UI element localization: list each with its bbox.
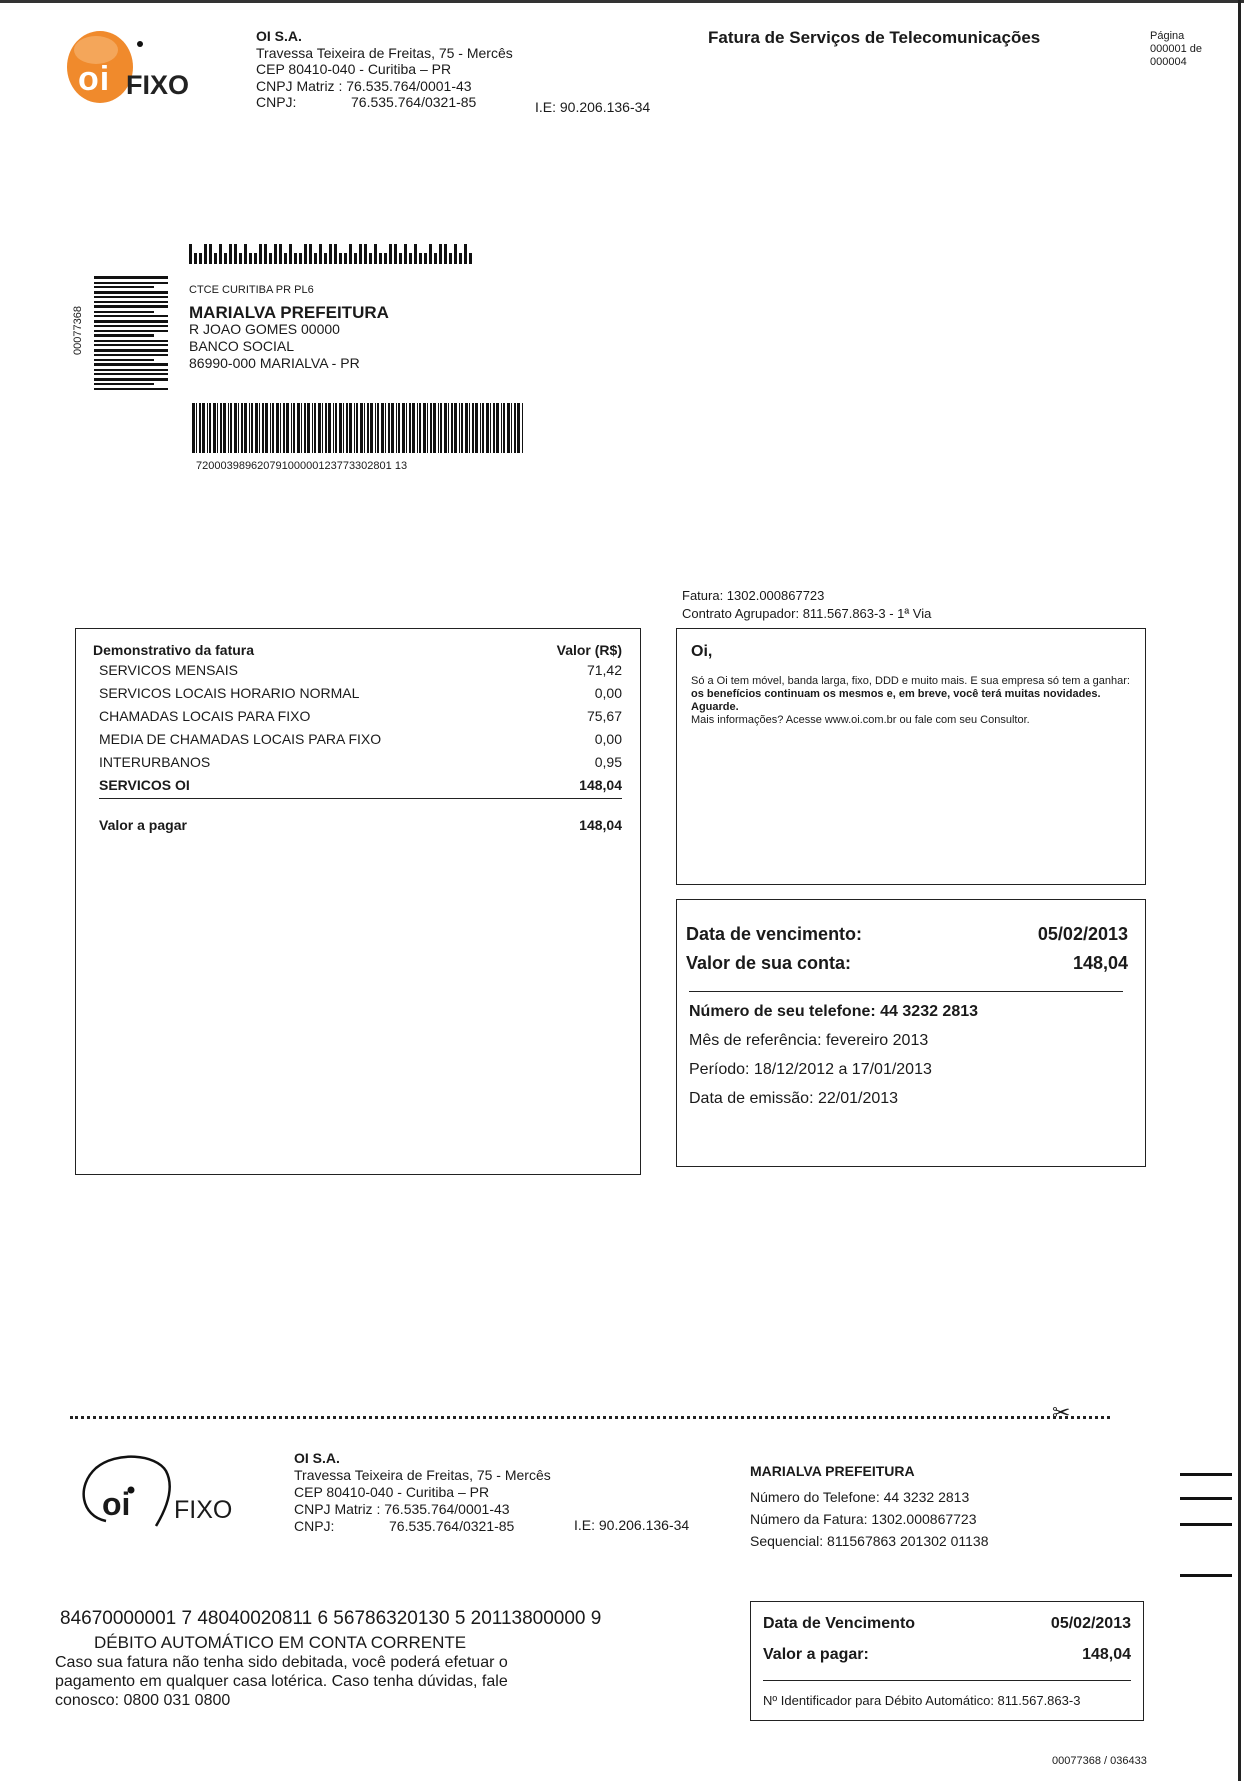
vertical-bar (94, 276, 168, 279)
coupon-cnpj-matriz: CNPJ Matriz : 76.535.764/0001-43 (294, 1501, 510, 1517)
postal-bar (339, 253, 342, 264)
barcode-bar (503, 403, 505, 453)
company-cnpj (256, 94, 513, 111)
item-value: 0,00 (594, 731, 622, 747)
postal-bar (359, 244, 362, 264)
vertical-bar (94, 369, 168, 371)
barcode-bar (192, 403, 195, 453)
postal-bar (224, 253, 227, 264)
demonstrativo-row (99, 682, 622, 705)
barcode-bar (209, 403, 211, 453)
barcode-bar (448, 403, 449, 453)
barcode-bar (438, 403, 439, 453)
coupon-customer-name: MARIALVA PREFEITURA (750, 1463, 915, 1479)
barcode-bar (377, 403, 379, 453)
postal-bar (419, 253, 422, 264)
coupon-ie: I.E: 90.206.136-34 (574, 1517, 690, 1533)
postal-bar (459, 253, 462, 264)
company-cnpj-matriz: CNPJ Matriz : 76.535.764/0001-43 (256, 77, 472, 94)
barcode-bar (444, 403, 447, 453)
postal-bar (414, 244, 417, 264)
item-label: INTERURBANOS (99, 754, 211, 770)
page-edge-right (1238, 0, 1241, 1781)
digitable-line: 84670000001 7 48040020811 6 56786320130 5 20113800000 9 (60, 1608, 602, 1629)
barcode-bar (385, 403, 386, 453)
coupon-company-address: Travessa Teixeira de Freitas, 75 - Mercês (294, 1467, 551, 1483)
due-box (676, 899, 1146, 1167)
postal-bar (289, 244, 292, 264)
barcode-bar (472, 403, 474, 453)
payment-box (750, 1601, 1144, 1721)
postal-bar (324, 253, 327, 264)
message-text (691, 675, 1131, 714)
barcode-bar (196, 403, 197, 453)
vertical-bar (94, 340, 168, 342)
item-label: SERVICOS LOCAIS HORARIO NORMAL (99, 685, 360, 701)
barcode-bar (430, 403, 432, 453)
page-value: 000001 de (1150, 43, 1202, 55)
barcode-bar (354, 403, 355, 453)
coupon-logo (76, 1446, 256, 1536)
barcode-bar (223, 403, 226, 453)
coupon-company-info (294, 1450, 690, 1535)
fatura-info (682, 587, 931, 623)
barcode-bar (461, 403, 463, 453)
vertical-id: 00077368 (72, 306, 84, 355)
postal-bar (189, 244, 192, 264)
demonstrativo-row (99, 728, 622, 751)
barcode-bar (396, 403, 397, 453)
billing-period: Período: 18/12/2012 a 17/01/2013 (689, 1061, 932, 1078)
coupon-due-value: 05/02/2013 (1050, 1615, 1131, 1632)
barcode-bar (241, 403, 243, 453)
postal-bar (374, 244, 377, 264)
page-total: 000004 (1150, 56, 1187, 68)
barcode-bar (283, 403, 285, 453)
reference-month: Mês de referência: fevereiro 2013 (689, 1032, 929, 1049)
coupon-pay-value: 148,04 (1082, 1646, 1131, 1663)
barcode-bar (409, 403, 411, 453)
postal-bar (384, 253, 387, 264)
coupon-company-name: OI S.A. (294, 1450, 340, 1466)
barcode-bar (251, 403, 253, 453)
company-ie: I.E: 90.206.136-34 (535, 99, 651, 115)
item-label: SERVICOS OI (99, 777, 190, 793)
item-value: 75,67 (586, 708, 622, 724)
postal-bar (364, 244, 367, 264)
barcode-bar (293, 403, 295, 453)
cnpj-label: CNPJ: (256, 94, 297, 110)
barcode-bar (433, 403, 436, 453)
vertical-bar (94, 286, 154, 288)
postal-bar (444, 244, 447, 264)
postal-bar (434, 253, 437, 264)
item-value: 148,04 (579, 777, 622, 793)
barcode-bar (213, 403, 216, 453)
barcode-bar (440, 403, 442, 453)
postal-bar (199, 253, 202, 264)
barcode-bar (343, 403, 344, 453)
barcode-bar (459, 403, 460, 453)
postal-bar (309, 244, 312, 264)
recipient-address (189, 282, 389, 372)
postal-bar (264, 244, 267, 264)
message-text-regular: Só a Oi tem móvel, banda larga, fixo, DDD e muito mais. E sua empresa só tem a ganhar: (691, 675, 1130, 687)
barcode-bar (381, 403, 384, 453)
postal-bar (449, 253, 452, 264)
barcode-bar (375, 403, 376, 453)
vertical-bar (94, 344, 168, 346)
barcode-bar (511, 403, 512, 453)
barcode-bar (490, 403, 491, 453)
barcode-bar (265, 403, 268, 453)
coupon-logo-fixo: FIXO (174, 1496, 233, 1524)
vertical-bar (94, 311, 154, 313)
message-box (676, 628, 1146, 885)
coupon-cnpj (294, 1518, 551, 1535)
recipient-city: 86990-000 MARIALVA - PR (189, 355, 360, 371)
barcode-bar (486, 403, 489, 453)
due-date-row (686, 920, 1128, 949)
bill-value-row (686, 949, 1128, 978)
postal-bar (314, 253, 317, 264)
total-value: 148,04 (579, 817, 622, 833)
barcode-bar (482, 403, 484, 453)
barcode-bar (291, 403, 292, 453)
postal-bar (269, 253, 272, 264)
vertical-bar (94, 325, 168, 327)
postal-bar (219, 244, 222, 264)
recipient-name: MARIALVA PREFEITURA (189, 303, 389, 322)
postal-bar (209, 244, 212, 264)
barcode-bar (312, 403, 313, 453)
barcode-bar (230, 403, 232, 453)
barcode-bar (391, 403, 394, 453)
barcode-bar (314, 403, 316, 453)
barcode-bar (220, 403, 222, 453)
barcode-bar (217, 403, 218, 453)
autodebit-title: DÉBITO AUTOMÁTICO EM CONTA CORRENTE (94, 1633, 467, 1652)
due-divider (689, 991, 1123, 992)
vertical-bar (94, 334, 154, 337)
coupon-fatura: Número da Fatura: 1302.000867723 (750, 1511, 977, 1527)
demonstrativo-title: Demonstrativo da fatura (93, 642, 255, 658)
postal-bar (194, 253, 197, 264)
item-label: MEDIA DE CHAMADAS LOCAIS PARA FIXO (99, 731, 382, 747)
postal-bar (404, 244, 407, 264)
postal-bar (379, 253, 382, 264)
postal-bar (254, 253, 257, 264)
vertical-bar (94, 301, 168, 303)
postal-bar (389, 244, 392, 264)
barcode-bar (333, 403, 334, 453)
scissors-icon: ✂ (1052, 1400, 1071, 1425)
demonstrativo-box (75, 628, 641, 1175)
barcode-bar (249, 403, 250, 453)
barcode-bar (207, 403, 208, 453)
total-label: Valor a pagar (99, 817, 187, 833)
barcode-bar (493, 403, 495, 453)
barcode-bar (262, 403, 264, 453)
barcode-bar (402, 403, 405, 453)
barcode-bar (272, 403, 274, 453)
barcode-bar (496, 403, 499, 453)
barcode-bar (507, 403, 510, 453)
coupon-cnpj-value: 76.535.764/0321-85 (389, 1518, 515, 1534)
company-address: Travessa Teixeira de Freitas, 75 - Mercês (256, 44, 513, 61)
postal-bar (399, 253, 402, 264)
vertical-bar (94, 282, 168, 284)
postal-bar (204, 244, 207, 264)
coupon-company-cep: CEP 80410-040 - Curitiba – PR (294, 1484, 490, 1500)
item-label: SERVICOS MENSAIS (99, 662, 239, 678)
postal-bar (394, 244, 397, 264)
page-number (1150, 30, 1230, 69)
route-code: CTCE CURITIBA PR PL6 (189, 284, 314, 296)
vertical-barcode (94, 276, 168, 386)
barcode-bar (349, 403, 352, 453)
payment-warning: Caso sua fatura não tenha sido debitada, você poderá efetuar o pagamento em qualquer casa lotérica. Caso tenha dúvidas, fale conosco: 0800 031 0800 (55, 1654, 508, 1709)
demonstrativo-items (93, 659, 622, 797)
barcode-bar (398, 403, 400, 453)
barcode-bar (307, 403, 310, 453)
barcode-bar (419, 403, 421, 453)
vertical-bar (94, 320, 168, 323)
barcode-bar (244, 403, 247, 453)
coupon-cnpj-label: CNPJ: (294, 1518, 335, 1534)
company-cep: CEP 80410-040 - Curitiba – PR (256, 61, 452, 77)
page-edge-top (0, 0, 1244, 3)
message-greeting: Oi, (691, 643, 713, 660)
due-date-label: Data de vencimento: (686, 924, 863, 944)
company-name: OI S.A. (256, 28, 302, 44)
vertical-bar (94, 359, 154, 361)
postal-bar (234, 244, 237, 264)
barcode-bar (297, 403, 300, 453)
fatura-number: Fatura: 1302.000867723 (682, 588, 825, 603)
recipient-street: R JOAO GOMES 00000 (189, 321, 340, 337)
barcode-bar (255, 403, 258, 453)
barcode-bar (286, 403, 289, 453)
debit-identifier: Nº Identificador para Débito Automático: 811.567.863-3 (763, 1693, 1081, 1708)
barcode-bar (202, 403, 205, 453)
coupon-phone: Número do Telefone: 44 3232 2813 (750, 1489, 970, 1505)
barcode-bar (423, 403, 426, 453)
barcode-bar (517, 403, 520, 453)
postal-bar (259, 244, 262, 264)
postal-bar (334, 244, 337, 264)
vertical-bar (94, 315, 168, 317)
coupon-pay-row (763, 1639, 1131, 1670)
document-title: Fatura de Serviços de Telecomunicações (708, 28, 1041, 47)
postal-bar (354, 253, 357, 264)
postal-bar (344, 253, 347, 264)
logo-oi-text: oi (78, 60, 111, 98)
demonstrativo-row (99, 705, 622, 728)
oi-fixo-logo (60, 22, 200, 107)
message-text-bold: os benefícios continuam os mesmos e, em breve, você terá muitas novidades. Aguarde. (691, 688, 1101, 713)
barcode-bar (480, 403, 481, 453)
barcode-bar (406, 403, 407, 453)
barcode-bar (304, 403, 306, 453)
demonstrativo-row (99, 659, 622, 682)
bill-value: 148,04 (1072, 953, 1128, 973)
vertical-bar (94, 349, 168, 352)
logo-fixo-text: FIXO (126, 70, 190, 100)
postal-bar (349, 244, 352, 264)
barcode-bar (335, 403, 337, 453)
barcode-bar (364, 403, 365, 453)
postal-bar (469, 253, 472, 264)
demonstrativo-divider (99, 798, 622, 799)
barcode-bar (465, 403, 468, 453)
barcode-bar (514, 403, 516, 453)
vertical-bar (94, 354, 168, 356)
barcode-bar (454, 403, 457, 453)
postal-bar (429, 244, 432, 264)
emission-date: Data de emissão: 22/01/2013 (689, 1090, 899, 1107)
value-header: Valor (R$) (556, 642, 622, 658)
vertical-bar (94, 296, 168, 298)
demonstrativo-row (99, 774, 622, 797)
postal-bar (329, 244, 332, 264)
barcode-bar (270, 403, 271, 453)
postal-bar (304, 244, 307, 264)
recipient-district: BANCO SOCIAL (189, 338, 295, 354)
coupon-due-label: Data de Vencimento (763, 1615, 916, 1632)
item-value: 0,00 (594, 685, 622, 701)
postal-bar (214, 253, 217, 264)
vertical-bar (94, 305, 168, 308)
postal-bar (279, 244, 282, 264)
postal-bar (319, 244, 322, 264)
coupon-logo-oi: oi (102, 1486, 131, 1522)
barcode-bar (522, 403, 523, 453)
postal-bar (244, 244, 247, 264)
barcode-bar (346, 403, 348, 453)
barcode-bar (328, 403, 331, 453)
vertical-bar (94, 330, 168, 332)
footer-id: 00077368 / 036433 (1052, 1755, 1147, 1767)
barcode-bar (325, 403, 327, 453)
postal-bar (464, 244, 467, 264)
total-row (93, 814, 622, 837)
company-info (256, 28, 651, 115)
barcode-bar (234, 403, 237, 453)
postal-bar (299, 253, 302, 264)
coupon-pay-label: Valor a pagar: (763, 1646, 869, 1663)
main-barcode (192, 403, 529, 453)
phone-number: Número de seu telefone: 44 3232 2813 (689, 1003, 979, 1020)
demonstrativo-row (99, 751, 622, 774)
postal-bar (274, 244, 277, 264)
page-label: Página (1150, 30, 1185, 42)
barcode-number: 72000398962079100000123773302801 13 (196, 460, 408, 472)
barcode-bar (280, 403, 281, 453)
barcode-bar (228, 403, 229, 453)
barcode-bar (301, 403, 302, 453)
barcode-bar (475, 403, 478, 453)
payment-divider (763, 1680, 1131, 1681)
barcode-bar (427, 403, 428, 453)
barcode-bar (469, 403, 470, 453)
postal-bar (229, 244, 232, 264)
barcode-bar (370, 403, 373, 453)
postal-bar (439, 244, 442, 264)
bill-value-label: Valor de sua conta: (686, 953, 852, 973)
postal-bar (454, 244, 457, 264)
postal-bar (424, 253, 427, 264)
barcode-bar (501, 403, 502, 453)
barcode-bar (259, 403, 260, 453)
cnpj-value: 76.535.764/0321-85 (351, 94, 477, 110)
barcode-bar (367, 403, 369, 453)
postal-bar (239, 253, 242, 264)
vertical-bar (94, 378, 168, 381)
barcode-bar (318, 403, 321, 453)
coupon-customer-info (750, 1460, 988, 1552)
vertical-bar (94, 291, 168, 294)
barcode-bar (322, 403, 323, 453)
barcode-bar (276, 403, 279, 453)
contrato-agrupador: Contrato Agrupador: 811.567.863-3 - 1ª Via (682, 606, 932, 621)
barcode-bar (412, 403, 415, 453)
barcode-bar (356, 403, 358, 453)
barcode-bar (417, 403, 418, 453)
barcode-bar (451, 403, 453, 453)
vertical-bar (94, 373, 168, 375)
item-value: 0,95 (594, 754, 622, 770)
due-date-value: 05/02/2013 (1037, 924, 1128, 944)
cut-line (70, 1416, 1110, 1419)
barcode-bar (339, 403, 342, 453)
message-more-info: Mais informações? Acesse www.oi.com.br ou fale com seu Consultor. (691, 714, 1030, 726)
item-label: CHAMADAS LOCAIS PARA FIXO (99, 708, 311, 724)
barcode-bar (238, 403, 239, 453)
barcode-bar (388, 403, 390, 453)
barcode-bar (199, 403, 201, 453)
vertical-bar (94, 388, 168, 390)
coupon-sequencial: Sequencial: 811567863 201302 01138 (750, 1533, 989, 1549)
postal-bar (369, 253, 372, 264)
barcode-bar (360, 403, 363, 453)
vertical-bar (94, 383, 154, 385)
coupon-due-row (763, 1608, 1131, 1639)
item-value: 71,42 (586, 662, 622, 678)
vertical-bar (94, 363, 168, 366)
postal-bar (294, 253, 297, 264)
postal-bar (249, 253, 252, 264)
postal-bar (409, 253, 412, 264)
postal-bar (284, 253, 287, 264)
postal-barcode (189, 244, 474, 264)
